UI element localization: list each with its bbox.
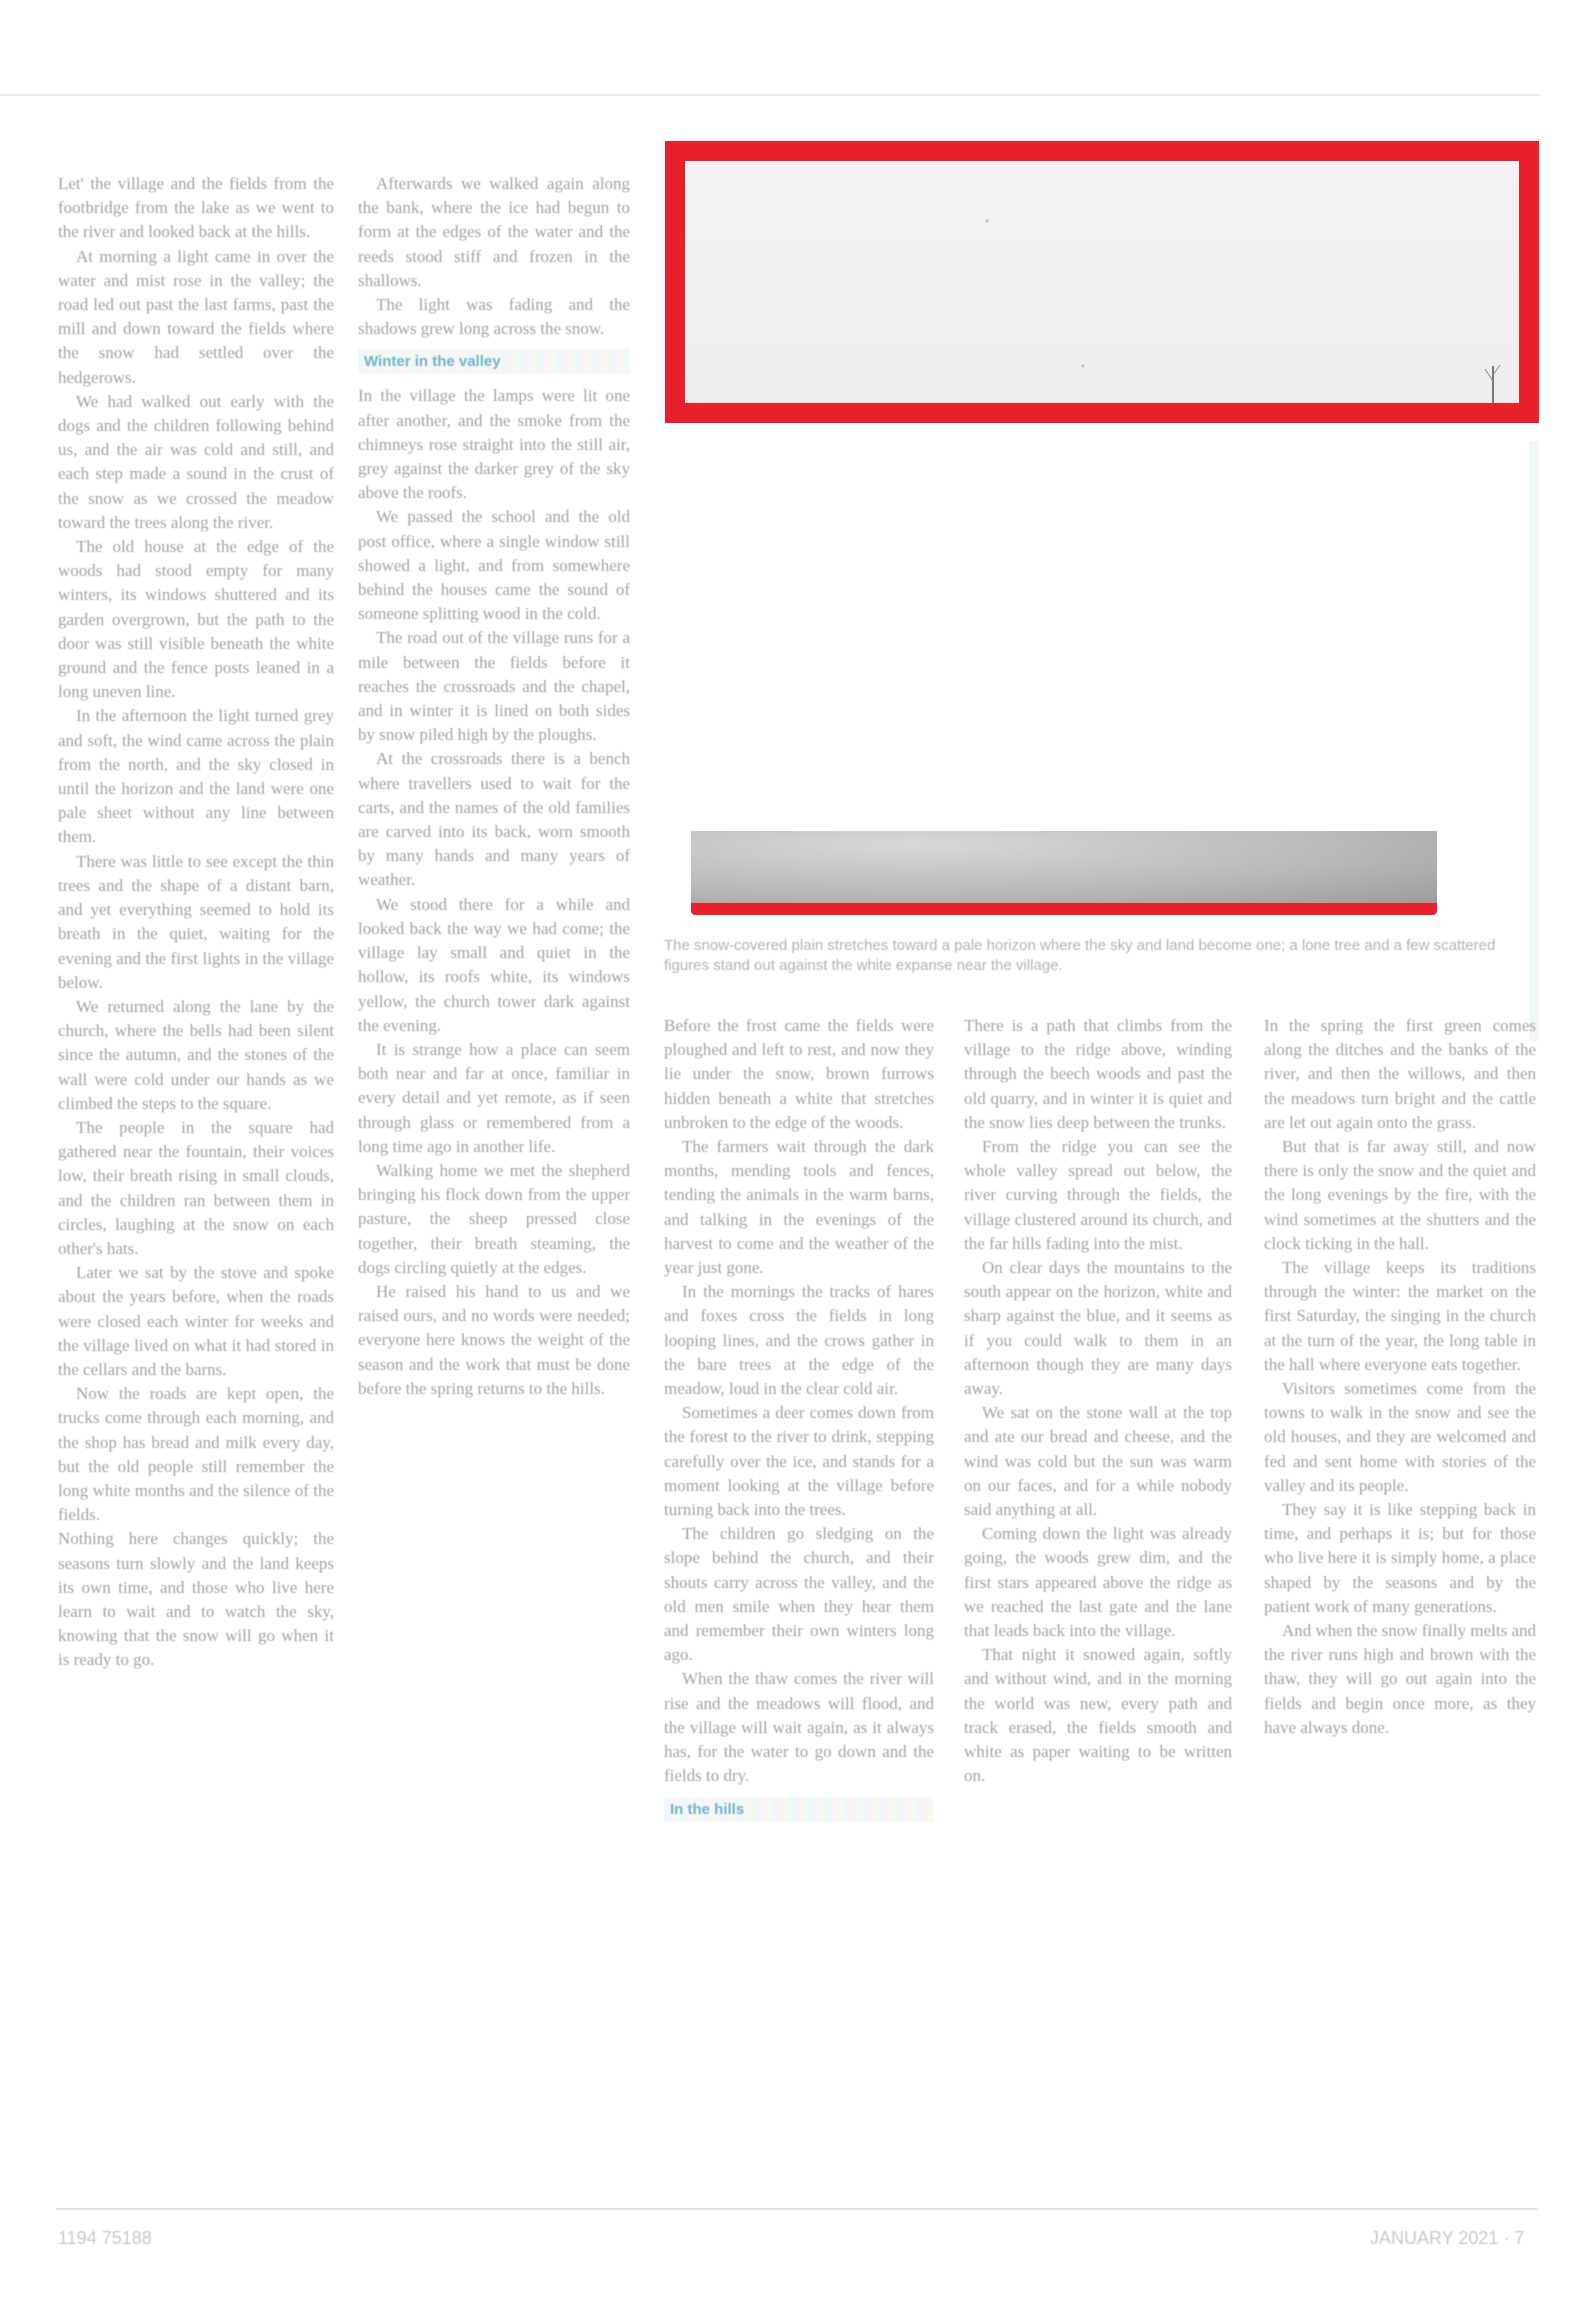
article-paragraph: We stood there for a while and looked back the way we had come; the village lay small and quiet in the hollow, its roofs white, its windows yellow, the church tower dark against the evening. xyxy=(358,894,630,1035)
article-paragraph: At the crossroads there is a bench where travellers used to wait for the carts, and the names of the old families are carved into its back, worn smooth by many hands and many years of weather. xyxy=(358,749,630,890)
article-paragraph: At morning a light came in over the water and mist rose in the valley; the road led out past the last farms, past the mill and down toward the fields where the snow had settled over the hedgerows. xyxy=(58,246,334,387)
photo-caption: The snow-covered plain stretches toward a pale horizon where the sky and land become one; a lone tree and a few scattered figures stand out against the white expanse near the village. xyxy=(664,937,1496,974)
article-column-2 xyxy=(358,172,630,2160)
article-paragraph: The old house at the edge of the woods had stood empty for many winters, its windows shuttered and its garden overgrown, but the path to the door was still visible beneath the white ground and the fence posts leaned in a long uneven line. xyxy=(58,537,334,702)
article-paragraph: Let' the village and the fields from the footbridge from the lake as we went to the river and looked back at the hills. xyxy=(58,174,334,242)
article-paragraph: Before the frost came the fields were ploughed and left to rest, and now they lie under the snow, brown furrows hidden beneath a white that stretches unbroken to the edge of the woods. xyxy=(664,1016,934,1132)
article-paragraph: Afterwards we walked again along the bank, where the ice had begun to form at the edges of the water and the reeds stood stiff and frozen in the shallows. xyxy=(358,174,630,290)
article-column-4 xyxy=(964,1014,1232,2160)
article-paragraph: The people in the square had gathered near the fountain, their voices low, their breath rising in small clouds, and the children ran between them in circles, laughing at the snow on each other's hats. xyxy=(58,1117,334,1258)
top-rule xyxy=(0,94,1540,96)
article-paragraph: We passed the school and the old post office, where a single window still showed a light, and from somewhere behind the houses came the sound of someone splitting wood in the cold. xyxy=(358,507,630,624)
article-paragraph: On clear days the mountains to the south appear on the horizon, white and sharp against the blue, and it seems as if you could walk to them in an afternoon though they are many days away. xyxy=(964,1258,1232,1399)
article-column-3 xyxy=(664,1014,934,2160)
article-column-1 xyxy=(58,172,334,2160)
snowy-sky-image xyxy=(685,161,1519,403)
article-paragraph: He raised his hand to us and we raised ours, and no words were needed; everyone here knows the weight of the season and the work that must be done before the spring returns to the hills. xyxy=(358,1281,630,1398)
article-paragraph: In the village the lamps were lit one after another, and the smoke from the chimneys rose straight into the still air, grey against the darker grey of the sky above the roofs. xyxy=(358,386,630,503)
article-paragraph: We had walked out early with the dogs and the children following behind us, and the air was cold and still, and each step made a sound in the crust of the snow as we crossed the meadow toward the trees along the river. xyxy=(58,391,334,532)
sidebar-heading: Winter in the valley xyxy=(358,349,630,374)
article-paragraph: Sometimes a deer comes down from the forest to the river to drink, stepping carefully over the ice, and stands for a moment looking at the village before turning back into the trees. xyxy=(664,1403,934,1520)
article-paragraph: The road out of the village runs for a mile between the fields before it reaches the crossroads and the chapel, and in winter it is lined on both sides by snow piled high by the ploughs. xyxy=(358,628,630,745)
article-paragraph: The farmers wait through the dark months, mending tools and fences, tending the animals in the warm barns, and talking in the evenings of the harvest to come and the weather of the year just gone. xyxy=(664,1137,934,1278)
article-paragraph: Coming down the light was already going, the woods grew dim, and the first stars appeared above the ridge as we reached the last gate and the lane that leads back into the village. xyxy=(964,1524,1232,1641)
article-paragraph: The light was fading and the shadows grew long across the snow. xyxy=(358,295,630,339)
article-paragraph: From the ridge you can see the whole valley spread out below, the river curving through the fields, the village clustered around its church, and the far hills fading into the mist. xyxy=(964,1137,1232,1253)
article-paragraph: In the mornings the tracks of hares and foxes cross the fields in long looping lines, and the crows gather in the bare trees at the edge of the meadow, loud in the clear cold air. xyxy=(664,1282,934,1399)
article-paragraph: We sat on the stone wall at the top and ate our bread and cheese, and the wind was cold but the sun was warm on our faces, and for a while nobody said anything at all. xyxy=(964,1403,1232,1520)
article-paragraph: When the thaw comes the river will rise and the meadows will flood, and the village will wait again, as it always has, for the water to go down and the fields to dry. xyxy=(664,1669,934,1786)
article-paragraph: And when the snow finally melts and the river runs high and brown with the thaw, they will go out again into the fields and begin once more, as they have always done. xyxy=(1264,1621,1536,1737)
article-paragraph: But that is far away still, and now there is only the snow and the quiet and the long evenings by the fire, with the wind sometimes at the shutters and the clock ticking in the hall. xyxy=(1264,1137,1536,1253)
article-paragraph: Visitors sometimes come from the towns to walk in the snow and see the old houses, and they are welcomed and fed and sent home with stories of the valley and its people. xyxy=(1264,1379,1536,1495)
article-paragraph: Walking home we met the shepherd bringing his flock down from the upper pasture, the sheep pressed close together, their breath steaming, the dogs circling quietly at the edges. xyxy=(358,1160,630,1277)
article-paragraph: It is strange how a place can seem both near and far at once, familiar in every detail and yet remote, as if seen through glass or remembered from a long time ago in another life. xyxy=(358,1039,630,1156)
article-paragraph: Now the roads are kept open, the trucks come through each morning, and the shop has bread and milk every day, but the old people still remember the long white months and the silence of the fields. xyxy=(58,1384,334,1525)
footer-page-number: JANUARY 2021 · 7 xyxy=(1370,2228,1525,2248)
footer-left-text: 1194 75188 xyxy=(58,2228,152,2248)
article-paragraph: Nothing here changes quickly; the seasons turn slowly and the land keeps its own time, and those who live here learn to wait and to watch the sky, knowing that the snow will go when it is ready to go. xyxy=(58,1529,334,1670)
photo-edge-strip xyxy=(1529,441,1539,1041)
footer-rule xyxy=(56,2208,1538,2210)
article-paragraph: There was little to see except the thin trees and the shape of a distant barn, and yet everything seemed to hold its breath in the quiet, waiting for the evening and the first lights in the village below. xyxy=(58,851,334,992)
feature-photo xyxy=(665,141,1539,921)
article-paragraph: There is a path that climbs from the village to the ridge above, winding through the beech woods and past the old quarry, and in winter it is quiet and the snow lies deep between the trunks. xyxy=(964,1016,1232,1132)
article-paragraph: In the spring the first green comes along the ditches and the banks of the river, and then the willows, and then the meadows turn bright and the cattle are let out again onto the grass. xyxy=(1264,1016,1536,1132)
tree-silhouette-icon xyxy=(685,161,1519,403)
photo-red-border-bottom xyxy=(691,903,1437,915)
article-paragraph: We returned along the lane by the church, where the bells had been silent since the autumn, and the stones of the wall were cold under our hands as we climbed the steps to the square. xyxy=(58,996,334,1113)
article-column-5 xyxy=(1264,1014,1536,2160)
snowy-ground-image xyxy=(691,831,1437,903)
article-paragraph: The village keeps its traditions through the winter: the market on the first Saturday, the singing in the church at the turn of the year, the long table in the hall where everyone eats together. xyxy=(1264,1258,1536,1374)
article-paragraph: They say it is like stepping back in time, and perhaps it is; but for those who live here it is simply home, a place shaped by the seasons and by the patient work of many generations. xyxy=(1264,1500,1536,1616)
article-paragraph: The children go sledging on the slope behind the church, and their shouts carry across the valley, and the old men smile when they hear them and remember their own winters long ago. xyxy=(664,1524,934,1665)
article-paragraph: That night it snowed again, softly and without wind, and in the morning the world was new, every path and track erased, the fields smooth and white as paper waiting to be written on. xyxy=(964,1645,1232,1786)
article-paragraph: In the afternoon the light turned grey and soft, the wind came across the plain from the north, and the sky closed in until the horizon and the land were one pale sheet without any line between them. xyxy=(58,706,334,847)
sidebar-heading: In the hills xyxy=(664,1797,934,1822)
article-paragraph: Later we sat by the stove and spoke about the years before, when the roads were closed each winter for weeks and the village lived on what it had stored in the cellars and the barns. xyxy=(58,1263,334,1379)
